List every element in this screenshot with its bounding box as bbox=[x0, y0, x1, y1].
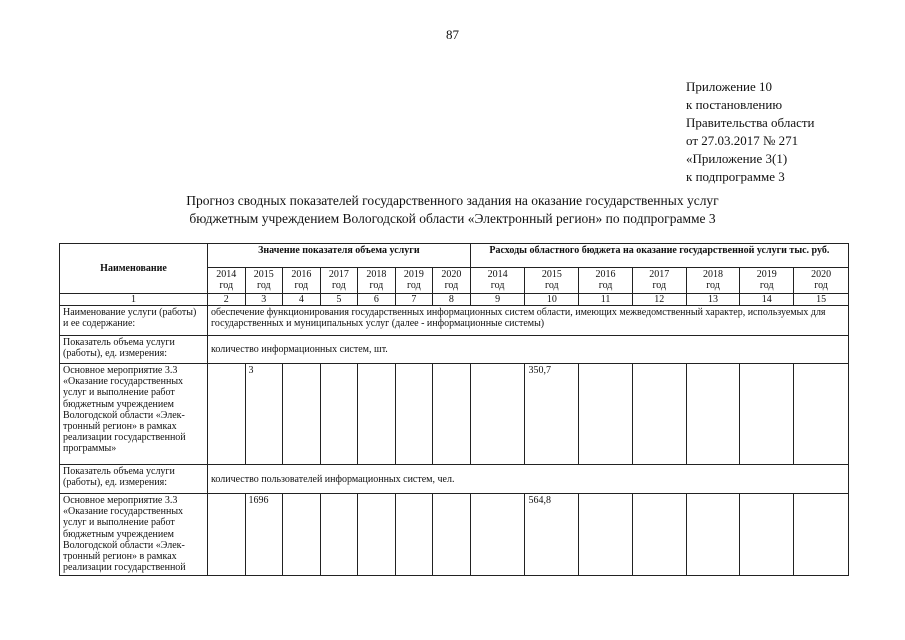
table-cell bbox=[433, 364, 471, 465]
column-number: 14 bbox=[740, 294, 794, 306]
column-number: 6 bbox=[358, 294, 396, 306]
column-number: 9 bbox=[470, 294, 525, 306]
expense-2015: 350,7 bbox=[525, 364, 579, 465]
year-header: 2018 год bbox=[686, 268, 740, 294]
table-cell bbox=[740, 494, 794, 576]
table-cell bbox=[794, 494, 849, 576]
table-cell bbox=[632, 494, 686, 576]
header-indicator: Значение показателя объема услуги bbox=[208, 244, 471, 268]
document-title bbox=[0, 192, 905, 228]
year-header: 2019 год bbox=[740, 268, 794, 294]
value-2015: 3 bbox=[245, 364, 283, 465]
header-name: Наименование bbox=[60, 244, 208, 294]
year-header: 2016 год bbox=[579, 268, 633, 294]
column-number: 12 bbox=[632, 294, 686, 306]
table-cell bbox=[395, 364, 433, 465]
year-header: 2018 год bbox=[358, 268, 396, 294]
table-cell bbox=[794, 364, 849, 465]
header-expenses: Расходы областного бюджета на оказание государственной услуги тыс. руб. bbox=[470, 244, 848, 268]
column-number: 13 bbox=[686, 294, 740, 306]
service-value: обеспечение функционирования государственных информационных систем области, имеющих межведомственный характер, используемых для государственных и муниципальных услуг (далее - информационные системы) bbox=[208, 306, 849, 336]
year-header: 2017 год bbox=[632, 268, 686, 294]
table-cell bbox=[579, 494, 633, 576]
table-cell bbox=[433, 494, 471, 576]
table-cell bbox=[395, 494, 433, 576]
table-cell bbox=[320, 494, 358, 576]
column-number: 2 bbox=[208, 294, 246, 306]
column-number: 8 bbox=[433, 294, 471, 306]
indicator-label: Показатель объема услуги (работы), ед. измерения: bbox=[60, 336, 208, 364]
table-cell bbox=[283, 364, 321, 465]
table-cell bbox=[208, 364, 246, 465]
page-number: 87 bbox=[446, 27, 459, 42]
indicator-label: Показатель объема услуги (работы), ед. измерения: bbox=[60, 465, 208, 494]
title-line: бюджетным учреждением Вологодской области «Электронный регион» по подпрограмме 3 bbox=[189, 211, 716, 226]
table-cell bbox=[579, 364, 633, 465]
expense-2015: 564,8 bbox=[525, 494, 579, 576]
table-cell bbox=[632, 364, 686, 465]
indicator-value: количество пользователей информационных систем, чел. bbox=[208, 465, 849, 494]
year-header: 2014 год bbox=[470, 268, 525, 294]
year-header: 2020 год bbox=[794, 268, 849, 294]
column-number: 15 bbox=[794, 294, 849, 306]
column-number: 10 bbox=[525, 294, 579, 306]
year-header: 2015 год bbox=[245, 268, 283, 294]
appendix-line: к постановлению bbox=[686, 97, 783, 112]
column-number: 3 bbox=[245, 294, 283, 306]
table-cell bbox=[686, 364, 740, 465]
appendix-block bbox=[686, 78, 815, 186]
year-header: 2020 год bbox=[433, 268, 471, 294]
column-number: 5 bbox=[320, 294, 358, 306]
year-header: 2019 год bbox=[395, 268, 433, 294]
title-line: Прогноз сводных показателей государственного задания на оказание государственных услуг bbox=[186, 193, 719, 208]
appendix-line: Правительства области bbox=[686, 115, 815, 130]
table-cell bbox=[358, 364, 396, 465]
column-number: 11 bbox=[579, 294, 633, 306]
appendix-line: «Приложение 3(1) bbox=[686, 151, 788, 166]
service-label: Наименование услуги (работы) и ее содержание: bbox=[60, 306, 208, 336]
table-cell bbox=[740, 364, 794, 465]
table-cell bbox=[320, 364, 358, 465]
year-header: 2014 год bbox=[208, 268, 246, 294]
column-number: 4 bbox=[283, 294, 321, 306]
table-cell bbox=[283, 494, 321, 576]
indicator-value: количество информационных систем, шт. bbox=[208, 336, 849, 364]
appendix-line: Приложение 10 bbox=[686, 79, 773, 94]
column-number: 7 bbox=[395, 294, 433, 306]
year-header: 2017 год bbox=[320, 268, 358, 294]
appendix-line: к подпрограмме 3 bbox=[686, 169, 785, 184]
table-cell bbox=[208, 494, 246, 576]
indicators-table bbox=[59, 243, 849, 576]
appendix-line: от 27.03.2017 № 271 bbox=[686, 133, 799, 148]
year-header: 2015 год bbox=[525, 268, 579, 294]
table-cell bbox=[470, 494, 525, 576]
column-number: 1 bbox=[60, 294, 208, 306]
table-cell bbox=[358, 494, 396, 576]
measure-description: Основное мероприятие 3.3 «Оказание государственных услуг и выполнение работ бюджетным учреждением Вологодской области «Элек-тронный регион» в рамках реализации государственной bbox=[60, 494, 208, 576]
table-cell bbox=[470, 364, 525, 465]
measure-description: Основное мероприятие 3.3 «Оказание государственных услуг и выполнение работ бюджетным учреждением Вологодской области «Элек-тронный регион» в рамках реализации государственной программы» bbox=[60, 364, 208, 465]
value-2015: 1696 bbox=[245, 494, 283, 576]
table-cell bbox=[686, 494, 740, 576]
year-header: 2016 год bbox=[283, 268, 321, 294]
